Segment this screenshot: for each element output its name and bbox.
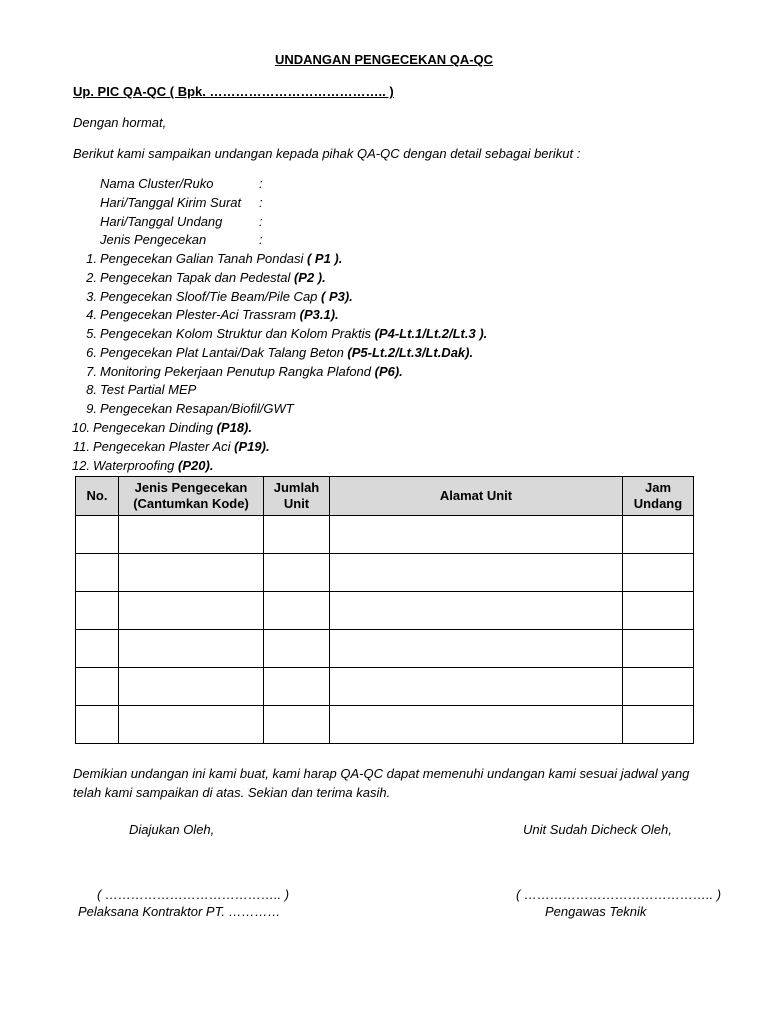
list-item: 4. Pengecekan Plester-Aci Trassram (P3.1). [86, 307, 339, 322]
field-colon: : [259, 176, 263, 191]
table-row [76, 668, 694, 706]
intro-paragraph: Berikut kami sampaikan undangan kepada pihak QA-QC dengan detail sebagai berikut : [73, 146, 581, 161]
cell-jam[interactable] [623, 706, 694, 744]
closing-paragraph-line2: telah kami sampaikan di atas. Sekian dan terima kasih. [73, 785, 391, 800]
field-colon: : [259, 214, 263, 229]
list-item: 11. Pengecekan Plaster Aci (P19). [72, 439, 270, 454]
cell-jenis[interactable] [119, 592, 264, 630]
list-item: 9. Pengecekan Resapan/Biofil/GWT [86, 401, 294, 416]
field-label: Hari/Tanggal Undang [100, 214, 223, 229]
table-row [76, 554, 694, 592]
cell-jumlah[interactable] [264, 554, 330, 592]
field-label: Hari/Tanggal Kirim Surat [100, 195, 242, 210]
addressee-line: Up. PIC QA-QC ( Bpk. ………………………………….. ) [73, 84, 394, 99]
cell-alamat[interactable] [330, 630, 623, 668]
closing-paragraph-line1: Demikian undangan ini kami buat, kami harap QA-QC dapat memenuhi undangan kami sesuai jadwal yang [73, 766, 690, 781]
list-item: 6. Pengecekan Plat Lantai/Dak Talang Beton (P5-Lt.2/Lt.3/Lt.Dak). [86, 345, 474, 360]
cell-jam[interactable] [623, 554, 694, 592]
cell-jumlah[interactable] [264, 668, 330, 706]
table-row [76, 592, 694, 630]
cell-jam[interactable] [623, 516, 694, 554]
cell-no[interactable] [76, 630, 119, 668]
header-no: No. [76, 477, 119, 516]
header-jumlah-unit: Jumlah Unit [264, 477, 330, 516]
cell-alamat[interactable] [330, 516, 623, 554]
field-colon: : [259, 232, 263, 247]
field-tanggal-kirim [100, 195, 263, 210]
left-signature-role: Pelaksana Kontraktor PT. ………… [78, 904, 281, 919]
cell-jumlah[interactable] [264, 630, 330, 668]
list-item: 3. Pengecekan Sloof/Tie Beam/Pile Cap ( P3). [86, 289, 353, 304]
list-item: 7. Monitoring Pekerjaan Penutup Rangka Plafond (P6). [86, 364, 403, 379]
field-tanggal-undang [100, 214, 263, 229]
cell-jam[interactable] [623, 630, 694, 668]
cell-alamat[interactable] [330, 668, 623, 706]
field-label: Nama Cluster/Ruko [100, 176, 214, 191]
table-row [76, 516, 694, 554]
list-item: 8. Test Partial MEP [86, 382, 197, 397]
cell-alamat[interactable] [330, 592, 623, 630]
list-item: 12. Waterproofing (P20). [71, 458, 214, 473]
table-row [76, 630, 694, 668]
list-item: 10. Pengecekan Dinding (P18). [71, 420, 252, 435]
cell-jenis[interactable] [119, 706, 264, 744]
table-header-row [76, 477, 694, 516]
cell-jenis[interactable] [119, 516, 264, 554]
inspection-table [75, 476, 694, 744]
field-colon: : [259, 195, 263, 210]
list-item: 1. Pengecekan Galian Tanah Pondasi ( P1 ). [86, 251, 343, 266]
cell-no[interactable] [76, 668, 119, 706]
cell-jumlah[interactable] [264, 592, 330, 630]
cell-no[interactable] [76, 706, 119, 744]
cell-jam[interactable] [623, 668, 694, 706]
cell-jumlah[interactable] [264, 706, 330, 744]
field-jenis-pengecekan [100, 232, 263, 247]
header-jenis-pengecekan: Jenis Pengecekan (Cantumkan Kode) [119, 477, 264, 516]
cell-alamat[interactable] [330, 554, 623, 592]
right-signature-blank: ( …………………………………….. ) [516, 887, 722, 902]
field-label: Jenis Pengecekan [100, 232, 207, 247]
cell-no[interactable] [76, 554, 119, 592]
header-jam-undang: Jam Undang [623, 477, 694, 516]
left-signature-heading: Diajukan Oleh, [129, 822, 215, 837]
cell-jenis[interactable] [119, 630, 264, 668]
cell-jumlah[interactable] [264, 516, 330, 554]
table-row [76, 706, 694, 744]
field-nama-cluster [100, 176, 263, 191]
cell-jenis[interactable] [119, 668, 264, 706]
cell-no[interactable] [76, 516, 119, 554]
cell-jam[interactable] [623, 592, 694, 630]
header-alamat-unit: Alamat Unit [330, 477, 623, 516]
list-item: 5. Pengecekan Kolom Struktur dan Kolom Praktis (P4-Lt.1/Lt.2/Lt.3 ). [86, 326, 488, 341]
left-signature-blank: ( ………………………………….. ) [97, 887, 290, 902]
cell-jenis[interactable] [119, 554, 264, 592]
greeting: Dengan hormat, [73, 115, 167, 130]
right-signature-role: Pengawas Teknik [545, 904, 647, 919]
document-title: UNDANGAN PENGECEKAN QA-QC [274, 52, 494, 67]
right-signature-heading: Unit Sudah Dicheck Oleh, [523, 822, 672, 837]
table-body [76, 516, 694, 744]
cell-alamat[interactable] [330, 706, 623, 744]
cell-no[interactable] [76, 592, 119, 630]
list-item: 2. Pengecekan Tapak dan Pedestal (P2 ). [86, 270, 326, 285]
